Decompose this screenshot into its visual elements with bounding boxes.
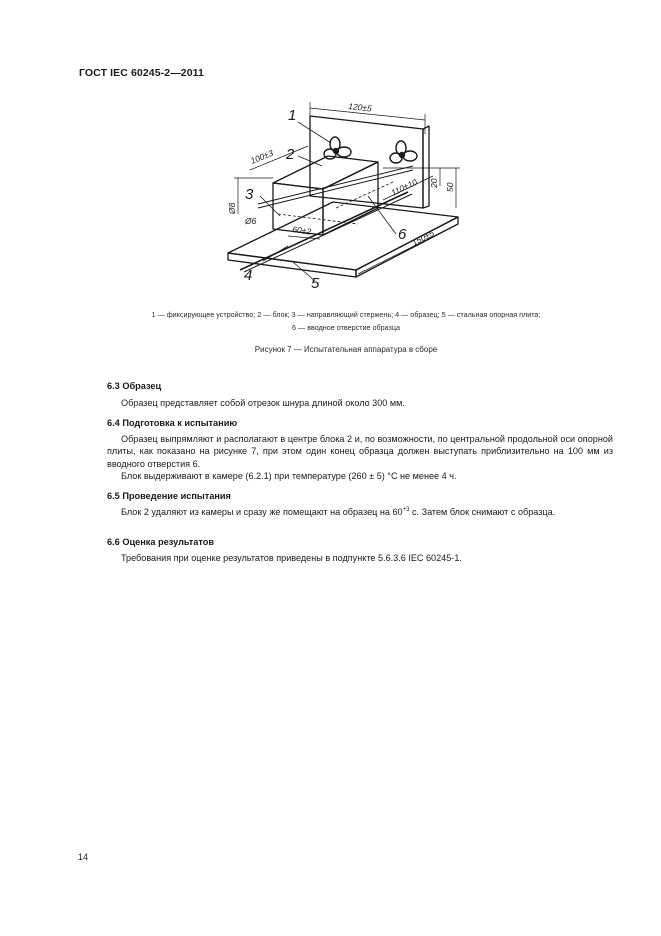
dim-110: 110±10 [389,176,419,198]
figure-apparatus [218,96,480,301]
dim-60: 60±2 [291,224,312,237]
figure-caption: Рисунок 7 — Испытательная аппаратура в сборе [254,345,438,354]
base-plate-side [356,217,458,277]
dim-120: 120±5 [347,101,373,114]
page-number: 14 [78,852,89,862]
dim-50: 50 [445,182,455,192]
section-6-4-text-2: Блок выдерживают в камере (6.2.1) при температуре (260 ± 5) °С не менее 4 ч. [121,471,457,481]
fixing-device-2 [390,141,417,163]
legend-line-2: 6 — вводное отверстие образца [292,322,400,332]
label-num-2: 2 [286,146,295,163]
dim-100: 100±3 [249,147,275,166]
dim-d6: Ø6 [245,216,257,226]
label-num-4: 4 [244,267,253,284]
section-6-6-title: 6.6 Оценка результатов [107,537,215,547]
back-plate-edge [423,126,429,208]
dim-20: 20 [429,178,439,188]
dim-150: 150±5 [410,227,436,248]
section-6-5-text: Блок 2 удаляют из камеры и сразу же помещают на образец на $60^{+3}$ с. Затем блок снимают с образца. [121,507,556,517]
apparatus-drawing [218,96,480,301]
section-6-4-title: 6.4 Подготовка к испытанию [107,418,238,428]
dim-d8: Ø8 [227,202,237,214]
section-6-3-title: 6.3 Образец [107,381,162,391]
label-num-3: 3 [245,186,254,203]
label-num-1: 1 [288,107,297,124]
section-6-3-text: Образец представляет собой отрезок шнура длиной около 300 мм. [121,398,405,408]
section-6-4-text-1: Образец выпрямляют и располагают в центре блока 2 и, по возможности, по центральной продольной оси опорной плиты, как показано на рисунке 7, при этом один конец образца должен выступать приблизительно на 100 мм из вводного отверстия 6. [107,434,613,469]
specimen [240,192,408,270]
section-6-5-title: 6.5 Проведение испытания [107,491,231,501]
label-num-6: 6 [398,226,407,243]
document-header: ГОСТ IEC 60245-2—2011 [79,67,204,79]
label-num-5: 5 [311,275,320,292]
section-6-6-text: Требования при оценке результатов приведены в подпункте 5.6.3.6 IEC 60245-1. [121,553,462,563]
legend-line-1: 1 — фиксирующее устройство; 2 — блок; 3 — направляющий стержень; 4 — образец; 5 — стальная опорная плита; [151,310,541,319]
figure-legend [96,309,596,334]
back-plate [310,116,423,208]
